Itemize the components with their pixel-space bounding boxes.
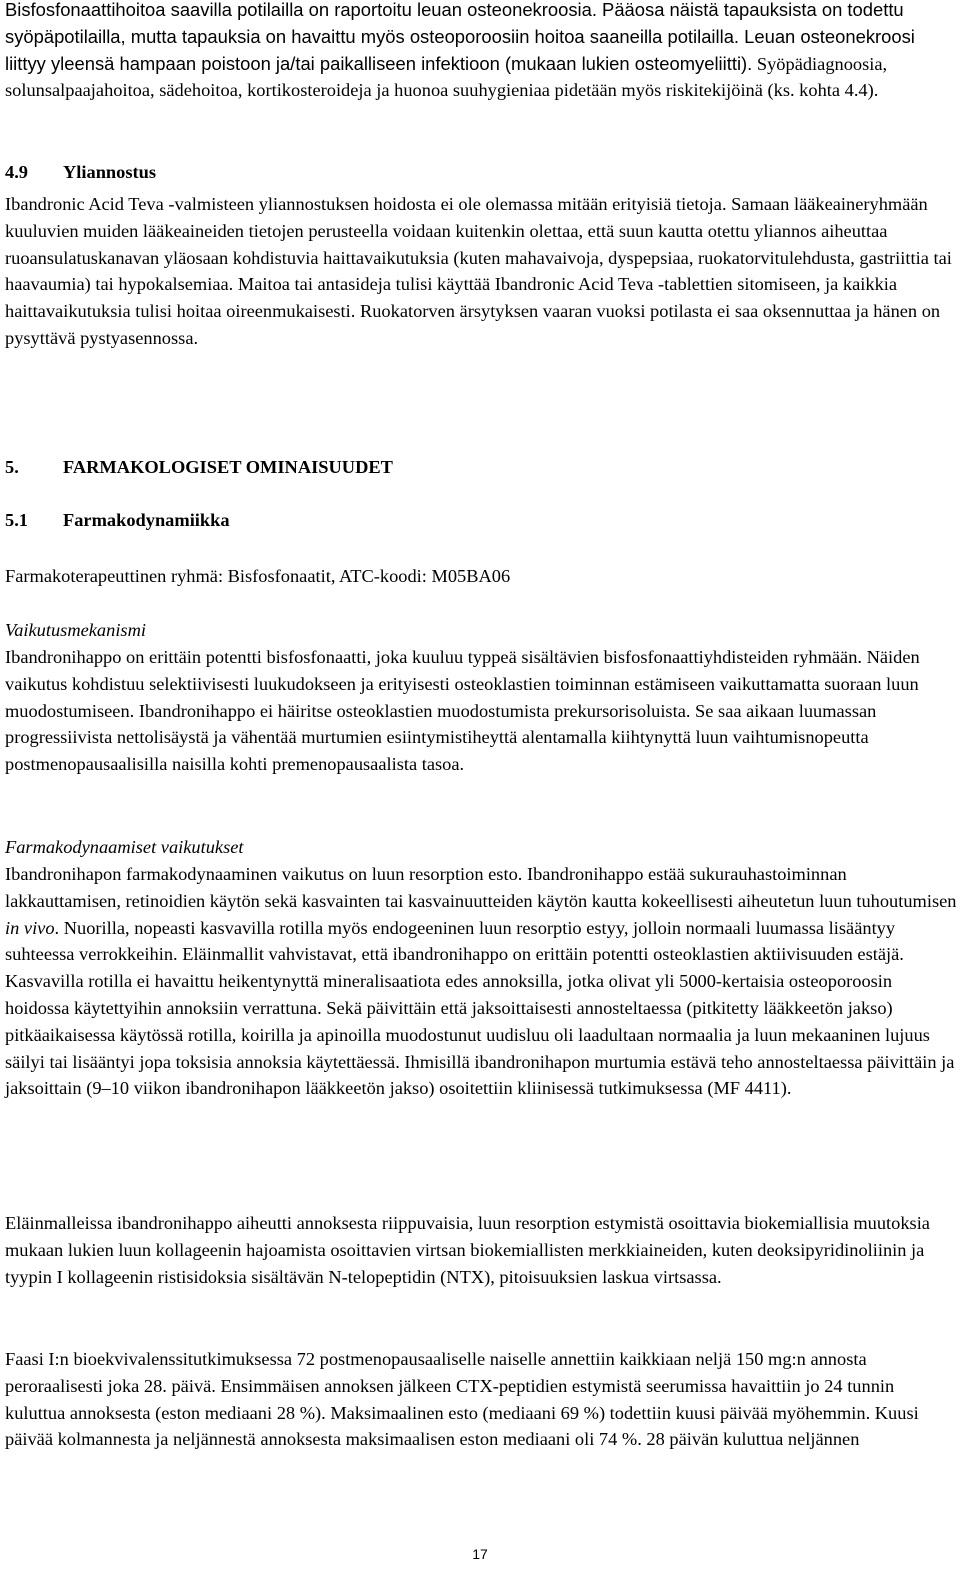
section-5-1-title: Farmakodynamiikka	[63, 510, 230, 530]
effects-text-start: Ibandronihapon farmakodynaaminen vaikutus on luun resorption esto. Ibandronihappo estää sukurauhastoiminnan lakkauttamisen, retinoidien käytön sekä kasvainten tai kasvainuutteiden käytön kautta kokeellisesti aiheutetun luun tuhoutumisen	[5, 864, 957, 911]
section-4-9-heading	[5, 159, 156, 185]
therapeutic-group-line: Farmakoterapeuttinen ryhmä: Bisfosfonaatit, ATC-koodi: M05BA06	[5, 566, 511, 586]
overdose-paragraph: Ibandronic Acid Teva -valmisteen yliannostuksen hoidosta ei ole olemassa mitään erityisiä tietoja. Samaan lääkeaineryhmään kuuluvien muiden lääkeaineiden tietojen perusteella voidaan kuitenkin olettaa, että suun kautta otettu yliannos aiheuttaa ruoansulatuskanavan yläosaan kohdistuvia haittavaikutuksia (kuten mahavaivoja, dyspepsiaa, ruokatorvitulehdusta, gastriittia tai haavaumia) tai hypokalsemiaa. Maitoa tai antasideja tulisi käyttää Ibandronic Acid Teva -tablettien sitomiseen, ja kaikkia haittavaikutuksia tulisi hoitaa oireenmukaisesti. Ruokatorven ärsytyksen vaaran vuoksi potilasta ei saa oksennuttaa ja hänen on pysyttävä pystyasennossa.	[5, 194, 952, 348]
effects-text-rest: . Nuorilla, nopeasti kasvavilla rotilla myös endogeeninen luun resorptio estyy, jolloin normaali luumassa lisääntyy suhteessa verrokkeihin. Eläinmallit vahvistavat, että ibandronihappo on erittäin potentti osteoklastien aktiivisuuden estäjä. Kasvavilla rotilla ei havaittu heikentynyttä mineralisaatiota edes annoksilla, jotka olivat yli 5000-kertaisia osteoporoosin hoidossa käytettyihin annoksiin verrattuna. Sekä päivittäin että jaksoittaisesti annosteltaessa (pitkitetty lääkkeetön jakso) pitkäaikaisessa käytössä rotilla, koirilla ja apinoilla muodostunut uudisluu oli laadultaan normaalia ja luun mekaaninen lujuus säilyi tai lisääntyi jopa toksisia annoksia käytettäessä. Ihmisillä ibandronihapon murtumia estävä teho annosteltaessa päivittäin ja jaksoittain (9–10 viikon ibandronihapon lääkkeetön jakso) osoitettiin kliinisessä tutkimuksessa (MF 4411).	[5, 917, 955, 1099]
section-5-heading	[5, 454, 393, 480]
animal-models-paragraph: Eläinmalleissa ibandronihappo aiheutti annoksesta riippuvaisia, luun resorption estymistä osoittavia biokemiallisia muutoksia mukaan lukien luun kollageenin hajoamista osoittavien virtsan biokemiallisten merkkiaineiden, kuten deoksipyridinoliinin ja tyypin I kollageenin ristisidoksia sisältävän N-telopeptidin (NTX), pitoisuuksien laskua virtsassa.	[5, 1213, 930, 1287]
osteonecrosis-text-sans: Bisfosfonaattihoitoa saavilla potilailla on raportoitu leuan osteonekroosia. Pääosa näistä tapauksista on todettu syöpäpotilailla, mutta tapauksia on havaittu myös osteoporoosiin hoitoa saaneilla potilailla. Leuan osteonekroosi liittyy yleensä hampaan poistoon ja/tai paikalliseen infektioon (mukaan lukien osteomyeliitti).	[5, 0, 915, 74]
phase1-paragraph: Faasi I:n bioekvivalenssitutkimuksessa 72 postmenopausaaliselle naiselle annettiin kaikkiaan neljä 150 mg:n annosta peroraalisesti joka 28. päivä. Ensimmäisen annoksen jälkeen CTX-peptidien estymistä seerumissa havaittiin jo 24 tunnin kuluttua annoksesta (eston mediaani 28 %). Maksimaalinen esto (mediaani 69 %) todettiin kuusi päivää myöhemmin. Kuusi päivää kolmannesta ja neljännestä annoksesta maksimaalisen eston mediaani oli 74 %. 28 päivän kuluttua neljännen	[5, 1349, 919, 1450]
section-5-number: 5.	[5, 457, 19, 477]
section-5-title: FARMAKOLOGISET OMINAISUUDET	[63, 457, 393, 477]
osteonecrosis-text-serif: Syöpädiagnoosia, solunsalpaajahoitoa, sädehoitoa, kortikosteroideja ja huonoa suuhygieniaa pidetään myös riskitekijöinä (ks. kohta 4.4).	[5, 53, 888, 101]
section-4-9-number: 4.9	[5, 162, 28, 182]
effects-subheading: Farmakodynaamiset vaikutukset	[5, 837, 244, 857]
effects-paragraph	[5, 861, 957, 1102]
osteonecrosis-paragraph	[5, 0, 957, 104]
section-4-9-title: Yliannostus	[63, 162, 157, 182]
section-5-1-number: 5.1	[5, 510, 28, 530]
mechanism-paragraph: Ibandronihappo on erittäin potentti bisfosfonaatti, joka kuuluu typpeä sisältävien bisfosfonaattiyhdisteiden ryhmään. Näiden vaikutus kohdistuu selektiivisesti luukudokseen ja erityisesti osteoklastien toiminnan estämiseen vaikuttamatta suoraan luun muodostumiseen. Ibandronihappo ei häiritse osteoklastien muodostumista prekursorisoluista. Se saa aikaan luumassan progressiivista nettolisäystä ja vähentää murtumien esiintymistiheyttä alentamalla kiihtynyttä luun vaihtumisnopeutta postmenopausaalisilla naisilla kohti premenopausaalista tasoa.	[5, 647, 920, 775]
mechanism-subheading: Vaikutusmekanismi	[5, 620, 146, 640]
section-5-1-heading	[5, 507, 230, 533]
page-number: 17	[472, 1546, 488, 1562]
effects-text-in-vivo: in vivo	[5, 917, 55, 938]
